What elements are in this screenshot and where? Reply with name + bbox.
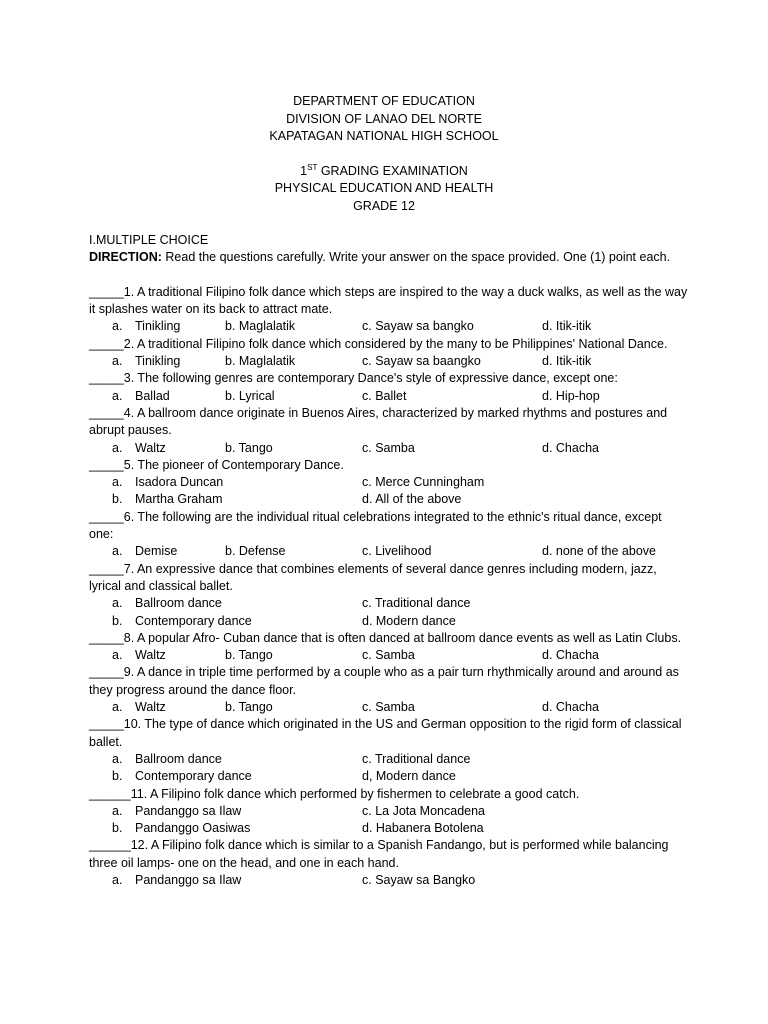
question-text: ______11. A Filipino folk dance which performed by fishermen to celebrate a good catch.: [89, 786, 580, 801]
choice-option: d. Chacha: [542, 648, 599, 663]
choice-option: b. Tango: [225, 440, 273, 455]
question-text: _____5. The pioneer of Contemporary Dance.: [89, 457, 344, 472]
question-item: [89, 284, 689, 336]
question-text: _____7. An expressive dance that combines elements of several dance genres including modern, jazz, lyrical and classical ballet.: [89, 561, 657, 593]
choice-row: [89, 388, 689, 405]
choice-option: b. Maglalatik: [225, 319, 296, 334]
question-item: [89, 664, 689, 716]
question-text: _____9. A dance in triple time performed by a couple who as a pair turn rhythmically around and around as they progress around the dance floor.: [89, 665, 679, 697]
choice-letter: b.: [112, 821, 123, 836]
header-department: DEPARTMENT OF EDUCATION: [293, 94, 475, 108]
direction: [89, 249, 689, 266]
question-item: [89, 561, 689, 630]
choice-option: d. Itik-itik: [542, 319, 592, 334]
choice-option: Pandanggo sa Ilaw: [135, 803, 242, 818]
question-item: [89, 786, 689, 838]
question-item: [89, 336, 689, 371]
choice-option: Ballroom dance: [135, 596, 222, 611]
question-text: _____3. The following genres are contemporary Dance's style of expressive dance, except one:: [89, 371, 618, 386]
choice-row: [89, 595, 689, 612]
choice-letter: a.: [112, 872, 123, 887]
question-item: [89, 716, 689, 785]
choice-option: d. All of the above: [362, 492, 462, 507]
choice-option: c. Sayaw sa Bangko: [362, 872, 476, 887]
question-item: [89, 630, 689, 665]
question-text: _____8. A popular Afro- Cuban dance that is often danced at ballroom dance events as well as Latin Clubs.: [89, 630, 682, 645]
choice-row: [89, 803, 689, 820]
direction-label: DIRECTION:: [89, 250, 162, 265]
choice-option: Contemporary dance: [135, 769, 252, 784]
choice-row: [89, 699, 689, 716]
choice-option: d. Modern dance: [362, 613, 456, 628]
choice-option: d, Modern dance: [362, 769, 456, 784]
question-item: [89, 509, 689, 561]
choice-letter: a.: [112, 354, 123, 369]
choice-option: d. Hip-hop: [542, 388, 600, 403]
choice-option: Demise: [135, 544, 178, 559]
choice-option: b. Maglalatik: [225, 354, 296, 369]
exam-title-rest: GRADING EXAMINATION: [317, 163, 468, 178]
choice-row: [89, 768, 689, 785]
choice-row: [89, 647, 689, 664]
choice-letter: a.: [112, 803, 123, 818]
question-item: [89, 837, 689, 889]
question-text: _____4. A ballroom dance originate in Buenos Aires, characterized by marked rhythms and postures and abrupt pauses.: [89, 405, 668, 438]
choice-letter: b.: [112, 769, 123, 784]
exam-grade: GRADE 12: [353, 198, 415, 213]
choice-letter: a.: [112, 475, 123, 490]
choice-letter: a.: [112, 319, 123, 334]
exam-subject: PHYSICAL EDUCATION AND HEALTH: [274, 181, 494, 195]
question-list: [89, 284, 689, 889]
choice-option: c. Samba: [362, 700, 415, 715]
choice-option: c. Ballet: [362, 388, 407, 403]
choice-option: Waltz: [135, 700, 166, 715]
choice-option: c. Merce Cunningham: [362, 475, 485, 490]
exam-ordinal-suffix: ST: [307, 162, 318, 172]
choice-option: b. Tango: [225, 648, 273, 663]
choice-option: b. Defense: [225, 544, 286, 559]
choice-option: Waltz: [135, 440, 166, 455]
choice-option: c. Livelihood: [362, 544, 432, 559]
choice-option: Tinikling: [135, 354, 181, 369]
question-text: _____1. A traditional Filipino folk dance which steps are inspired to the way a duck walks, as well as the way it splashes water on its back to attract mate.: [89, 284, 688, 317]
header-division: DIVISION OF LANAO DEL NORTE: [286, 111, 482, 126]
choice-option: d. Chacha: [542, 440, 599, 455]
choice-row: [89, 820, 689, 837]
choice-option: d. Habanera Botolena: [362, 821, 484, 836]
question-item: [89, 370, 689, 405]
choice-option: c. Traditional dance: [362, 596, 471, 611]
choice-row: [89, 440, 689, 457]
choice-option: Ballroom dance: [135, 751, 222, 766]
choice-option: Pandanggo Oasiwas: [135, 821, 251, 836]
choice-option: Martha Graham: [135, 492, 223, 507]
exam-number: 1: [300, 163, 308, 178]
choice-option: Tinikling: [135, 319, 181, 334]
choice-row: [89, 613, 689, 630]
choice-option: c. Traditional dance: [362, 751, 471, 766]
choice-letter: a.: [112, 648, 123, 663]
document-header: [0, 93, 768, 215]
question-item: [89, 457, 689, 509]
choice-letter: b.: [112, 613, 123, 628]
choice-option: c. Sayaw sa bangko: [362, 319, 474, 334]
choice-letter: a.: [112, 700, 123, 715]
choice-row: [89, 872, 689, 889]
choice-option: Contemporary dance: [135, 613, 252, 628]
choice-option: Ballad: [135, 388, 170, 403]
choice-letter: a.: [112, 440, 123, 455]
choice-row: [89, 751, 689, 768]
choice-option: c. Samba: [362, 648, 415, 663]
choice-option: b. Tango: [225, 700, 273, 715]
choice-letter: a.: [112, 751, 123, 766]
choice-letter: a.: [112, 596, 123, 611]
choice-option: b. Lyrical: [225, 388, 275, 403]
choice-row: [89, 353, 689, 370]
choice-option: c. La Jota Moncadena: [362, 803, 485, 818]
choice-row: [89, 543, 689, 560]
choice-letter: b.: [112, 492, 123, 507]
choice-option: Isadora Duncan: [135, 475, 224, 490]
choice-letter: a.: [112, 388, 123, 403]
choice-option: d. Itik-itik: [542, 354, 592, 369]
choice-option: Waltz: [135, 648, 166, 663]
choice-option: c. Sayaw sa baangko: [362, 354, 481, 369]
question-item: [89, 405, 689, 457]
section-title: I.MULTIPLE CHOICE: [89, 233, 209, 247]
direction-text: Read the questions carefully. Write your answer on the space provided. One (1) point each.: [161, 250, 671, 265]
exam-body: [89, 232, 689, 889]
exam-title: [0, 163, 768, 181]
question-text: _____10. The type of dance which originated in the US and German opposition to the rigid form of classical ballet.: [89, 717, 682, 749]
choice-option: c. Samba: [362, 440, 415, 455]
choice-option: Pandanggo sa Ilaw: [135, 872, 242, 887]
choice-letter: a.: [112, 544, 123, 559]
choice-row: [89, 318, 689, 335]
choice-option: d. Chacha: [542, 700, 599, 715]
choice-option: d. none of the above: [542, 544, 656, 559]
header-school: KAPATAGAN NATIONAL HIGH SCHOOL: [269, 129, 499, 143]
choice-row: [89, 491, 689, 508]
question-text: ______12. A Filipino folk dance which is similar to a Spanish Fandango, but is performed while balancing three oil lamps- one on the head, and one in each hand.: [89, 838, 669, 870]
choice-row: [89, 474, 689, 491]
question-text: _____2. A traditional Filipino folk dance which considered by the many to be Philippines' National Dance.: [89, 336, 668, 351]
question-text: _____6. The following are the individual ritual celebrations integrated to the ethnic's ritual dance, except one:: [89, 509, 662, 542]
